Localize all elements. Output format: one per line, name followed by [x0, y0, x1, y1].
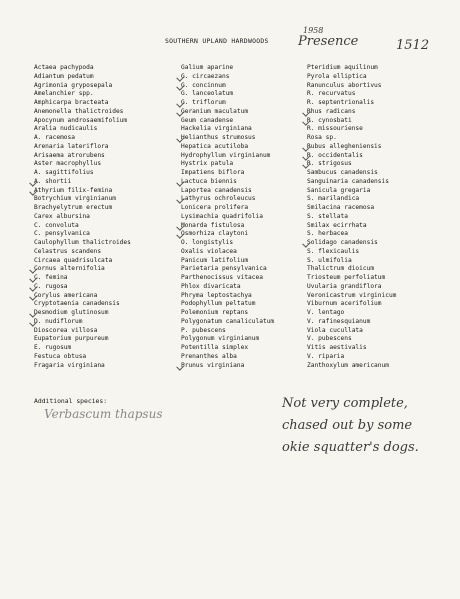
- species-entry: Arisaema atrorubens: [34, 151, 105, 159]
- species-entry: A. racemosa: [34, 134, 75, 141]
- species-entry: Anemonella thalictroides: [34, 107, 124, 115]
- species-entry: Uvularia grandiflora: [307, 282, 382, 290]
- species-entry: Amphicarpa bracteata: [34, 99, 109, 106]
- species-entry: Dioscorea villosa: [34, 326, 98, 334]
- species-entry: G. circaezans: [181, 73, 274, 82]
- species-entry: Lonicera prolifera: [181, 204, 249, 211]
- species-entry: Galium aparine: [181, 64, 234, 71]
- species-entry: Prunus virginiana: [181, 362, 274, 371]
- species-entry: Potentilla simplex: [181, 344, 249, 351]
- species-entry: Rhus radicans: [307, 108, 396, 117]
- species-entry: S. stellata: [307, 212, 348, 220]
- species-entry: R. recurvatus: [307, 90, 356, 98]
- species-entry: Caulophyllum thalictroides: [34, 239, 131, 246]
- species-entry: Cornus alternifolia: [34, 265, 131, 274]
- species-entry: Helianthus strumosus: [181, 134, 274, 143]
- handwritten-note: [282, 393, 452, 459]
- species-entry: Smilacina racemosa: [307, 204, 375, 211]
- species-entry: Lysimachia quadrifolia: [181, 212, 263, 220]
- species-entry: G. triflorum: [181, 99, 274, 108]
- species-entry: Brachyelytrum erectum: [34, 204, 113, 211]
- handwritten-note-line: chased out by some: [282, 418, 413, 433]
- species-entry: Athyrium filix-femina: [34, 187, 131, 196]
- species-entry: Panicum latifolium: [181, 256, 249, 264]
- species-entry: Amelanchier spp.: [34, 90, 94, 98]
- species-entry: Apocynum androsaemifolium: [34, 116, 128, 124]
- species-entry: V. riparia: [307, 352, 345, 360]
- species-entry: Adiantum pedatum: [34, 72, 94, 80]
- species-entry: Veronicastrum virginicum: [307, 291, 397, 299]
- species-entry: Aralia nudicaulis: [34, 125, 98, 133]
- species-column-3: [307, 64, 396, 370]
- species-entry: Zanthoxylum americanum: [307, 361, 389, 369]
- species-entry: Pyrola elliptica: [307, 72, 367, 80]
- species-column-1: [34, 64, 131, 370]
- species-entry: Thalictrum dioicum: [307, 265, 375, 273]
- species-entry: Eupatorium purpureum: [34, 335, 109, 343]
- species-entry: Actaea pachypoda: [34, 64, 94, 71]
- document-title: SOUTHERN UPLAND HARDWOODS: [165, 37, 269, 45]
- species-entry: C. femina: [34, 274, 131, 283]
- species-entry: S. marilandica: [307, 195, 360, 203]
- species-entry: Ranunculus abortivus: [307, 81, 382, 89]
- species-entry: P. pubescens: [181, 326, 226, 334]
- species-entry: Lactuca biennis: [181, 178, 274, 187]
- species-entry: Phlox divaricata: [181, 282, 241, 290]
- species-entry: Oxalis violacea: [181, 247, 237, 255]
- species-entry: R. strigosus: [307, 160, 396, 169]
- species-entry: Smilax ecirrhata: [307, 221, 367, 229]
- handwritten-presence: Presence: [298, 34, 359, 49]
- species-entry: A. shortii: [34, 178, 131, 187]
- handwritten-additional-species: Verbascum thapsus: [44, 407, 163, 421]
- species-entry: Festuca obtusa: [34, 352, 87, 360]
- species-entry: Monarda fistulosa: [181, 222, 274, 231]
- species-entry: Vitis aestivalis: [307, 344, 367, 351]
- species-entry: Osmorhiza claytoni: [181, 230, 274, 239]
- species-entry: V. pubescens: [307, 335, 352, 343]
- species-entry: R. septentrionalis: [307, 99, 375, 106]
- species-entry: Sambucus canadensis: [307, 169, 378, 176]
- species-entry: Sanguinaria canadensis: [307, 177, 389, 185]
- species-entry: Prenanthes alba: [181, 352, 237, 360]
- species-entry: Agrimonia gryposepala: [34, 81, 113, 89]
- species-entry: Sanicula gregaria: [307, 186, 371, 194]
- species-entry: Phryma leptostachya: [181, 291, 252, 299]
- species-entry: V. rafinesquianum: [307, 317, 371, 325]
- species-entry: Fragaria virginiana: [34, 361, 105, 369]
- species-entry: Laportea canadensis: [181, 186, 252, 194]
- species-entry: Botrychium virginianum: [34, 195, 116, 203]
- species-entry: Polygonum virginianum: [181, 335, 260, 343]
- handwritten-count: 1512: [396, 38, 430, 53]
- species-entry: O. longistylis: [181, 239, 234, 246]
- species-entry: R. cynosbati: [307, 117, 396, 126]
- species-entry: Hackelia virginiana: [181, 125, 252, 133]
- species-entry: Hystrix patula: [181, 160, 234, 168]
- species-entry: S. ulmifolia: [307, 256, 352, 264]
- species-entry: Polygonatum canaliculatum: [181, 317, 275, 325]
- species-entry: D. nudiflorum: [34, 318, 131, 327]
- species-entry: G. concinnum: [181, 82, 274, 91]
- species-entry: R. missouriense: [307, 125, 363, 133]
- species-entry: Corylus americana: [34, 292, 131, 301]
- species-entry: V. lentago: [307, 309, 345, 316]
- species-entry: Carex albursina: [34, 212, 90, 220]
- species-entry: S. herbacea: [307, 230, 348, 238]
- species-entry: Aster macrophyllus: [34, 160, 102, 168]
- species-entry: E. rugosum: [34, 344, 72, 351]
- species-entry: Geranium maculatum: [181, 108, 274, 117]
- additional-species-label: Additional species:: [34, 397, 108, 405]
- species-entry: Rubus allegheniensis: [307, 143, 396, 152]
- species-entry: G. lanceolatum: [181, 90, 234, 98]
- species-entry: C. convoluta: [34, 221, 79, 229]
- species-column-2: [181, 64, 274, 370]
- handwritten-note-line: Not very complete,: [282, 396, 408, 411]
- species-entry: A. sagittifolius: [34, 169, 94, 176]
- species-entry: Triosteum perfoliatum: [307, 274, 386, 281]
- species-entry: Cryptotaenia canadensis: [34, 300, 120, 308]
- handwritten-note-line: okie squatter's dogs.: [282, 440, 419, 455]
- species-entry: Hepatica acutiloba: [181, 142, 249, 150]
- species-entry: Solidago canadensis: [307, 239, 396, 248]
- species-entry: Arenaria lateriflora: [34, 142, 109, 150]
- species-entry: R. occidentalis: [307, 152, 396, 161]
- species-entry: Geum canadense: [181, 116, 234, 124]
- species-entry: Podophyllum peltatum: [181, 300, 256, 308]
- species-entry: Celastrus scandens: [34, 247, 102, 255]
- species-entry: C. pensylvanica: [34, 230, 90, 238]
- handwritten-year: 1958: [303, 26, 324, 35]
- species-entry: Parietaria pensylvanica: [181, 265, 267, 273]
- species-entry: Polemonium reptans: [181, 309, 249, 316]
- species-entry: S. flexicaulis: [307, 247, 360, 255]
- species-entry: C. rugosa: [34, 283, 131, 292]
- species-entry: Viola cucullata: [307, 326, 363, 334]
- species-entry: Hydrophyllum virginianum: [181, 151, 271, 159]
- species-entry: Rosa sp.: [307, 134, 337, 141]
- species-entry: Pteridium aquilinum: [307, 64, 378, 71]
- species-entry: Viburnum acerifolium: [307, 300, 382, 308]
- species-entry: Parthenocissus vitacea: [181, 274, 263, 281]
- species-entry: Impatiens biflora: [181, 169, 245, 176]
- species-entry: Circaea quadrisulcata: [34, 256, 113, 264]
- species-entry: Desmodium glutinosum: [34, 309, 131, 318]
- species-entry: Lathyrus ochroleucus: [181, 195, 274, 204]
